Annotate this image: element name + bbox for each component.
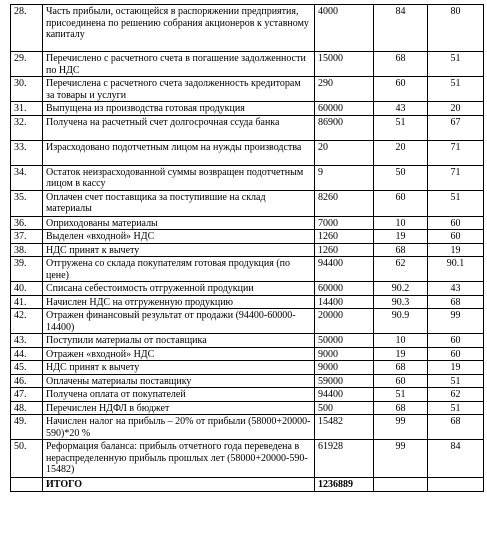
credit-account-cell: 84 xyxy=(428,440,484,478)
debit-account-cell: 68 xyxy=(374,243,428,257)
operation-description: Остаток неизрасходованной суммы возвращен подотчетным лицом в кассу xyxy=(43,165,315,190)
debit-account-cell: 19 xyxy=(374,347,428,361)
row-number: 36. xyxy=(11,216,43,230)
credit-account-cell: 71 xyxy=(428,140,484,165)
row-number: 47. xyxy=(11,388,43,402)
row-number: 35. xyxy=(11,190,43,216)
amount-cell: 60000 xyxy=(315,102,374,116)
total-debit-cell xyxy=(374,478,428,492)
table-row xyxy=(11,5,484,52)
credit-account-cell: 80 xyxy=(428,5,484,52)
row-number: 38. xyxy=(11,243,43,257)
amount-cell: 7000 xyxy=(315,216,374,230)
credit-account-cell: 51 xyxy=(428,190,484,216)
row-number: 31. xyxy=(11,102,43,116)
debit-account-cell: 68 xyxy=(374,361,428,375)
journal-rows xyxy=(11,5,484,492)
operation-description: Отгружена со склада покупателям готовая продукция (по цене) xyxy=(43,257,315,282)
operation-description: Отражен финансовый результат от продажи (94400-60000-14400) xyxy=(43,309,315,334)
row-number: 42. xyxy=(11,309,43,334)
row-number: 40. xyxy=(11,282,43,296)
amount-cell: 9 xyxy=(315,165,374,190)
table-row xyxy=(11,415,484,440)
row-number: 37. xyxy=(11,230,43,244)
amount-cell: 20 xyxy=(315,140,374,165)
amount-cell: 86900 xyxy=(315,115,374,140)
row-number: 45. xyxy=(11,361,43,375)
debit-account-cell: 60 xyxy=(374,190,428,216)
amount-cell: 500 xyxy=(315,401,374,415)
row-number: 44. xyxy=(11,347,43,361)
debit-account-cell: 43 xyxy=(374,102,428,116)
amount-cell: 15482 xyxy=(315,415,374,440)
table-row xyxy=(11,77,484,102)
credit-account-cell: 99 xyxy=(428,309,484,334)
row-number: 28. xyxy=(11,5,43,52)
debit-account-cell: 90.9 xyxy=(374,309,428,334)
operation-description: Начислен налог на прибыль – 20% от прибыли (58000+20000-590)*20 % xyxy=(43,415,315,440)
total-label: ИТОГО xyxy=(43,478,315,492)
operation-description: Израсходовано подотчетным лицом на нужды производства xyxy=(43,140,315,165)
total-credit-cell xyxy=(428,478,484,492)
amount-cell: 59000 xyxy=(315,374,374,388)
credit-account-cell: 19 xyxy=(428,361,484,375)
debit-account-cell: 51 xyxy=(374,115,428,140)
row-number: 50. xyxy=(11,440,43,478)
credit-account-cell: 71 xyxy=(428,165,484,190)
table-row xyxy=(11,401,484,415)
journal-table xyxy=(10,4,484,492)
debit-account-cell: 90.3 xyxy=(374,295,428,309)
amount-cell: 61928 xyxy=(315,440,374,478)
table-row xyxy=(11,257,484,282)
credit-account-cell: 60 xyxy=(428,230,484,244)
table-row xyxy=(11,102,484,116)
debit-account-cell: 10 xyxy=(374,216,428,230)
amount-cell: 9000 xyxy=(315,361,374,375)
debit-account-cell: 60 xyxy=(374,77,428,102)
credit-account-cell: 62 xyxy=(428,388,484,402)
operation-description: Перечислен НДФЛ в бюджет xyxy=(43,401,315,415)
amount-cell: 4000 xyxy=(315,5,374,52)
operation-description: Перечислено с расчетного счета в погашение задолженности по НДС xyxy=(43,52,315,77)
credit-account-cell: 20 xyxy=(428,102,484,116)
row-number: 46. xyxy=(11,374,43,388)
debit-account-cell: 68 xyxy=(374,52,428,77)
debit-account-cell: 50 xyxy=(374,165,428,190)
amount-cell: 60000 xyxy=(315,282,374,296)
row-number: 43. xyxy=(11,334,43,348)
table-row xyxy=(11,165,484,190)
credit-account-cell: 51 xyxy=(428,77,484,102)
amount-cell: 50000 xyxy=(315,334,374,348)
credit-account-cell: 60 xyxy=(428,347,484,361)
operation-description: Выпущена из производства готовая продукция xyxy=(43,102,315,116)
amount-cell: 290 xyxy=(315,77,374,102)
amount-cell: 1260 xyxy=(315,243,374,257)
table-row xyxy=(11,374,484,388)
table-row xyxy=(11,347,484,361)
table-row xyxy=(11,243,484,257)
credit-account-cell: 67 xyxy=(428,115,484,140)
operation-description: НДС принят к вычету xyxy=(43,361,315,375)
operation-description: Получена на расчетный счет долгосрочная ссуда банка xyxy=(43,115,315,140)
credit-account-cell: 43 xyxy=(428,282,484,296)
operation-description: Часть прибыли, остающейся в распоряжении предприятия, присоединена по решению собрания акционеров к уставному капиталу xyxy=(43,5,315,52)
operation-description: Отражен «входной» НДС xyxy=(43,347,315,361)
row-number: 34. xyxy=(11,165,43,190)
table-row xyxy=(11,295,484,309)
credit-account-cell: 51 xyxy=(428,52,484,77)
row-number: 32. xyxy=(11,115,43,140)
debit-account-cell: 90.2 xyxy=(374,282,428,296)
operation-description: Начислен НДС на отгруженную продукцию xyxy=(43,295,315,309)
amount-cell: 15000 xyxy=(315,52,374,77)
table-row xyxy=(11,216,484,230)
amount-cell: 9000 xyxy=(315,347,374,361)
operation-description: Поступили материалы от поставщика xyxy=(43,334,315,348)
credit-account-cell: 68 xyxy=(428,415,484,440)
operation-description: Оплачены материалы поставщику xyxy=(43,374,315,388)
operation-description: Оприходованы материалы xyxy=(43,216,315,230)
debit-account-cell: 84 xyxy=(374,5,428,52)
amount-cell: 1260 xyxy=(315,230,374,244)
credit-account-cell: 90.1 xyxy=(428,257,484,282)
row-number: 33. xyxy=(11,140,43,165)
debit-account-cell: 60 xyxy=(374,374,428,388)
row-number: 30. xyxy=(11,77,43,102)
table-row xyxy=(11,115,484,140)
operation-description: Перечислена с расчетного счета задолженность кредиторам за товары и услуги xyxy=(43,77,315,102)
row-number: 29. xyxy=(11,52,43,77)
credit-account-cell: 19 xyxy=(428,243,484,257)
credit-account-cell: 60 xyxy=(428,216,484,230)
table-row xyxy=(11,140,484,165)
operation-description: Получена оплата от покупателей xyxy=(43,388,315,402)
table-row xyxy=(11,388,484,402)
row-number: 41. xyxy=(11,295,43,309)
credit-account-cell: 60 xyxy=(428,334,484,348)
operation-description: Реформация баланса: прибыль отчетного года переведена в нераспределенную прибыль прошлых лет (58000+20000-590-15482) xyxy=(43,440,315,478)
debit-account-cell: 62 xyxy=(374,257,428,282)
row-number: 48. xyxy=(11,401,43,415)
total-amount: 1236889 xyxy=(315,478,374,492)
debit-account-cell: 99 xyxy=(374,440,428,478)
table-row xyxy=(11,309,484,334)
amount-cell: 14400 xyxy=(315,295,374,309)
row-number: 39. xyxy=(11,257,43,282)
debit-account-cell: 51 xyxy=(374,388,428,402)
amount-cell: 94400 xyxy=(315,257,374,282)
debit-account-cell: 19 xyxy=(374,230,428,244)
operation-description: Оплачен счет поставщика за поступившие на склад материалы xyxy=(43,190,315,216)
total-number-cell xyxy=(11,478,43,492)
operation-description: НДС принят к вычету xyxy=(43,243,315,257)
total-row xyxy=(11,478,484,492)
table-row xyxy=(11,440,484,478)
table-row xyxy=(11,334,484,348)
table-row xyxy=(11,190,484,216)
table-row xyxy=(11,361,484,375)
amount-cell: 94400 xyxy=(315,388,374,402)
credit-account-cell: 68 xyxy=(428,295,484,309)
row-number: 49. xyxy=(11,415,43,440)
table-row xyxy=(11,52,484,77)
debit-account-cell: 20 xyxy=(374,140,428,165)
credit-account-cell: 51 xyxy=(428,374,484,388)
debit-account-cell: 68 xyxy=(374,401,428,415)
amount-cell: 8260 xyxy=(315,190,374,216)
debit-account-cell: 10 xyxy=(374,334,428,348)
debit-account-cell: 99 xyxy=(374,415,428,440)
credit-account-cell: 51 xyxy=(428,401,484,415)
table-row xyxy=(11,282,484,296)
amount-cell: 20000 xyxy=(315,309,374,334)
operation-description: Выделен «входной» НДС xyxy=(43,230,315,244)
operation-description: Списана себестоимость отгруженной продукции xyxy=(43,282,315,296)
table-row xyxy=(11,230,484,244)
